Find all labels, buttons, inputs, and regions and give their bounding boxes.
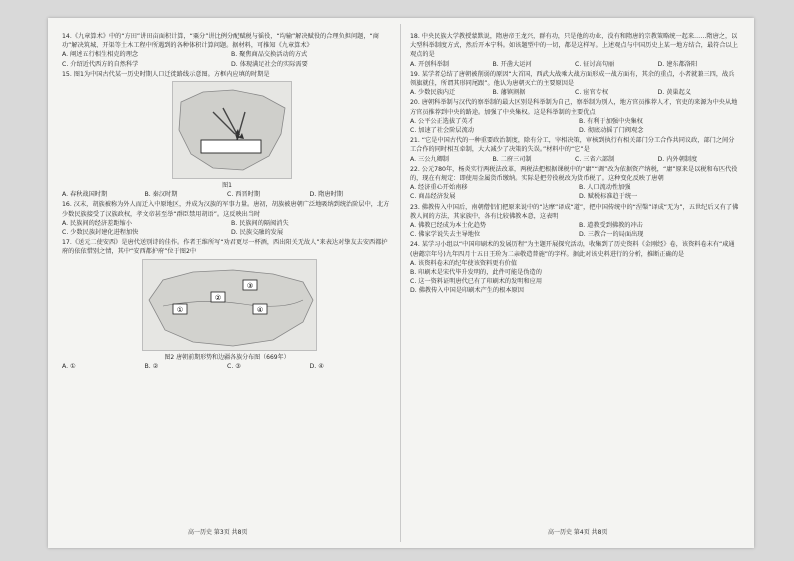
question-20 bbox=[410, 98, 740, 135]
question-options bbox=[410, 183, 740, 201]
question-options bbox=[410, 60, 740, 69]
question-stem: 14.《九章算术》中的“方田”讲田亩面积计算，“粟分”讲比例分配赋税与徭役，“均输”解决赋役的合理负担问题，“商功”解决筑城、开渠等土木工程中所遇到的各种体积计算问题。据材料，可推知《九章算术》 bbox=[62, 33, 379, 50]
option-a: A. 春秋战国时期 bbox=[62, 191, 108, 199]
question-24 bbox=[410, 240, 740, 295]
option-a: A. 开创科举制 bbox=[410, 60, 449, 68]
option-d: D. 黄巢起义 bbox=[657, 89, 691, 97]
option-c: C. 西晋时期 bbox=[227, 191, 261, 199]
option-a: A. ① bbox=[62, 362, 76, 370]
figure-caption: 图2 唐朝前期形势和边疆各族分布图（669年） bbox=[164, 353, 290, 361]
option-c: C. 宦官专权 bbox=[575, 89, 609, 97]
question-18 bbox=[410, 32, 740, 69]
option-b: B. ② bbox=[144, 362, 159, 370]
option-d: D. 隋唐时期 bbox=[309, 191, 343, 199]
question-16 bbox=[62, 200, 392, 237]
option-b: B. 人口流动性加强 bbox=[579, 184, 631, 192]
question-stem: 19. 某学者总结了唐朝被削弱的原因“大首国，西武大战乘大战方面形成一战方面有，其余的重点，小者就兼三四，战兵领旗就佳，所谓其形同尾跟”。他认为唐朝灭亡的主要原因是 bbox=[410, 70, 735, 88]
question-stem: 15. 图1为中国古代某一历史时期人口迁徙路线示意图。方框内应填的时期是 bbox=[62, 70, 270, 78]
question-stem: 18. 中央民族大学教授蒙默说，隋唐帝王龙兴，群有功，只是他的功业，没有和隋唐的宗教策略统一起来……隋唐之，以大型科举制度方式，然后开本宁科。如该题型中的一切，都是这样写。上述观点与中国历史上某一地方结合，最符合以上观点的是 bbox=[410, 33, 738, 59]
option-b: B. 印刷术是宋代毕升发明的，此件可能是伪造的 bbox=[410, 269, 542, 277]
option-d: D. 体现满足社会的实际需要 bbox=[231, 60, 308, 68]
question-stem: 17.《送元二使安西》是唐代送别诗的佳作。作者王维所写“劝君更尽一杯酒，西出阳关无故人”来表达对挚友去安西都护府的依依惜别之情，其中“安西都护府”位于图2中 bbox=[62, 239, 388, 256]
question-options bbox=[410, 117, 740, 135]
question-stem: 24. 某学习小组以“中国印刷术的发展历程”为主题开展探究活动，收集到了历史资料《金刚经》卷，该资料卷末有“咸通(唐懿宗年号)九年四月十五日王玠为二亲敬造普施”的字样。据此对该史料进行的分析，推断正确的是 bbox=[410, 241, 735, 258]
option-b: B. 开凿大运河 bbox=[492, 60, 532, 68]
question-stem: 16. 汉末，胡族被称为外人而迁入中原地区，并成为汉族的军事力量。唐初，胡族被唐朝广泛地吸纳到统治阶层中，北方少数民族接受了汉族政权，孝文帝甚至举“群臣禁用胡语”。这反映出当时 bbox=[62, 201, 390, 218]
option-b: B. 民族间的隔阂消失 bbox=[231, 219, 289, 227]
option-a: A. 佛教已经成为本土化趋势 bbox=[410, 222, 487, 230]
option-a: A. 少数民族内迁 bbox=[410, 89, 456, 97]
question-stem: 22. 公元780年，杨炎实行两税法改革，两税法把根据课税中的“庸”“调”改为依据资产纳税，“庸”原来是以税和布匹代役的，现在有规定：即使用金属货币缴纳。实际是把劳役税改为货币税了。这种变化反映了唐朝 bbox=[410, 165, 738, 183]
question-21 bbox=[410, 136, 740, 164]
question-17 bbox=[62, 238, 392, 371]
tang-map-figure bbox=[142, 259, 317, 351]
question-stem: 21. “它是中国古代的一种重要政治制度，除有分工，宰相决策，审核到执行有相关部门分工合作共同议政，部门之间分工合作的同时相互牵制，大大减少了决策的失误。”材料中的“它”是 bbox=[410, 137, 735, 154]
tang-map-icon bbox=[143, 260, 318, 352]
question-stem: 20. 唐朝科举制与汉代的察举制的最大区别是科举制为自己，察举制为别人，地方官员推荐人才，官吏的来源为中央从地方官员推荐到中央的路途。加强了中央集权。这是科举制的主要优点 bbox=[410, 99, 738, 116]
option-c: C. 商品经济发展 bbox=[410, 193, 456, 201]
question-14 bbox=[62, 32, 392, 69]
question-options bbox=[62, 219, 392, 237]
question-19 bbox=[410, 70, 740, 98]
option-c: C. 这一资料证明唐代已有了印刷术的发明和应用 bbox=[410, 278, 543, 286]
option-d: D. 佛教传入中国是印刷术产生的根本原因 bbox=[410, 287, 524, 295]
left-column bbox=[62, 32, 392, 532]
svg-text:①: ① bbox=[176, 305, 184, 314]
option-b: B. 有利于加强中央集权 bbox=[579, 117, 643, 125]
option-d: D. 内外朝制度 bbox=[657, 155, 698, 163]
page-footer-right: 高一历史 第4页 共8页 bbox=[548, 529, 608, 536]
option-d: D. 赋税标准趋于统一 bbox=[579, 193, 638, 201]
migration-map-icon bbox=[173, 82, 293, 180]
option-a: A. 该资料卷末的纪年使该资料更有价值 bbox=[410, 259, 518, 267]
option-b: B. 藩镇割据 bbox=[492, 89, 526, 97]
svg-text:③: ③ bbox=[246, 281, 254, 290]
option-c: C. 佛家学说失去主导地位 bbox=[410, 231, 481, 239]
option-a: A. 经济重心开始南移 bbox=[410, 184, 468, 192]
question-23 bbox=[410, 203, 740, 240]
exam-sheet bbox=[48, 18, 754, 548]
option-c: C. 征讨高句丽 bbox=[575, 60, 615, 68]
option-b: B. 聚焦商品交换活动的方式 bbox=[231, 51, 308, 59]
question-options bbox=[410, 221, 740, 239]
option-b: B. 秦汉时期 bbox=[144, 191, 178, 199]
svg-text:②: ② bbox=[214, 293, 222, 302]
figure-caption: 图1 bbox=[222, 182, 232, 190]
option-d: D. 彻底动摇了门阀观念 bbox=[579, 127, 644, 135]
question-stem: 23. 佛教传入中国后，南朝僧侣们把原来说中的“达摩”译成“道”，把中国传统中的“涅槃”译成“无为”，五世纪后又有了佛教人间的方法，其家族中，各有比较佛教本意，这表明 bbox=[410, 203, 739, 220]
option-c: C. 少数民族封建化进程加快 bbox=[62, 229, 139, 237]
option-c: C. ③ bbox=[227, 362, 241, 370]
option-a: A. 阐述五行相生相克的理念 bbox=[62, 51, 139, 59]
question-options bbox=[62, 190, 392, 199]
question-15 bbox=[62, 70, 392, 200]
option-a: A. 公平公正选拔了英才 bbox=[410, 117, 474, 125]
right-column bbox=[410, 32, 740, 532]
option-d: D. 三教合一的局面出现 bbox=[579, 231, 644, 239]
option-c: C. 介绍近代西方的自然科学 bbox=[62, 60, 139, 68]
option-a: A. 民族间的经济差距缩小 bbox=[62, 219, 132, 227]
question-options bbox=[410, 259, 740, 296]
page-footer-left: 高一历史 第3页 共8页 bbox=[188, 529, 248, 536]
option-d: D. 建东都洛阳 bbox=[657, 60, 698, 68]
svg-text:④: ④ bbox=[256, 305, 264, 314]
question-options bbox=[410, 88, 740, 97]
option-c: C. 加速了社会阶层流动 bbox=[410, 127, 474, 135]
option-b: B. 道教受到佛教的冲击 bbox=[579, 222, 643, 230]
option-b: B. 二府三司制 bbox=[492, 155, 532, 163]
option-a: A. 三公九卿制 bbox=[410, 155, 449, 163]
option-d: D. 民族交融的发展 bbox=[231, 229, 284, 237]
migration-map-figure bbox=[172, 81, 292, 179]
question-options bbox=[410, 155, 740, 164]
option-c: C. 三省六部制 bbox=[575, 155, 615, 163]
column-divider bbox=[400, 24, 401, 542]
question-options bbox=[62, 50, 392, 68]
option-d: D. ④ bbox=[309, 362, 324, 370]
question-options bbox=[62, 362, 392, 371]
question-22 bbox=[410, 165, 740, 202]
